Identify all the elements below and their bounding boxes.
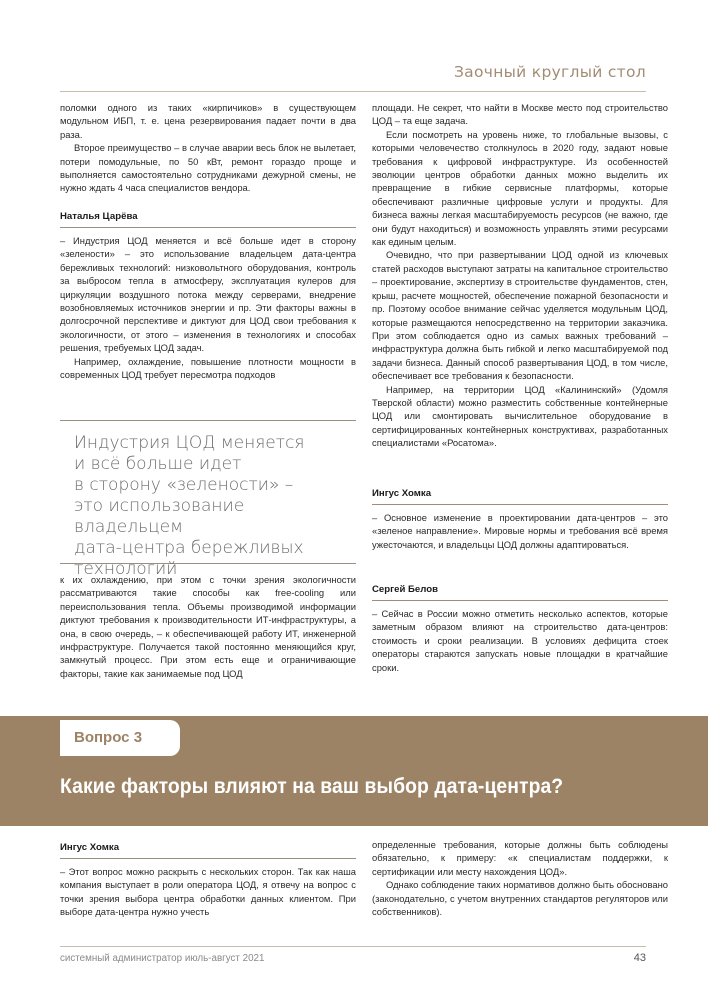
pull-quote-line: и всё больше идет — [74, 454, 242, 474]
page-number: 43 — [633, 952, 646, 964]
pull-quote-line: это использование владельцем — [74, 496, 245, 537]
paragraph: площади. Не секрет, что найти в Москве место под строительство ЦОД – та еще задача. — [372, 102, 668, 127]
pull-quote — [60, 420, 356, 579]
footer-divider — [60, 946, 646, 947]
speaker-name: Ингус Хомка — [60, 842, 356, 859]
left-column-speaker-block — [60, 211, 356, 381]
left-column-bottom — [60, 573, 356, 680]
paragraph: Очевидно, что при развертывании ЦОД одной из ключевых статей расходов выступают затраты на капитальное строительство – проектирование, экспертизу в строительстве фундаментов, стен, крыш, расчете мощностей, обеспечение пожарной безопасности и пр. Поэтому особое внимание сейчас уделяется модульным ЦОД, которые размещаются непосредственно на территории заказчика. При этом соблюдается одно из самых важных требований – инфраструктура должна быть гибкой и легко масштабируемой под задачи бизнеса. Данный способ развертывания ЦОД, в том числе, обеспечивает все требования к безопасности. — [372, 249, 668, 382]
speaker-name: Ингус Хомка — [372, 488, 668, 505]
footer-info — [60, 953, 264, 964]
question-heading: Какие факторы влияют на ваш выбор дата-центра? — [60, 775, 564, 798]
paragraph: определенные требования, которые должны быть соблюдены обязательно, к примеру: «к специалистам поддержки, к сертификации или месту нахождения ЦОД». — [372, 839, 668, 877]
paragraph: к их охлаждению, при этом с точки зрения экологичности рассматриваются такие способы как free-cooling или переиспользования тепла. Объемы производимой информации диктуют требования к производительности ИТ-инфраструктуры, а она, в свою очередь, – к обеспечивающей работу ИТ, инженерной инфраструктуре. Получается такой постоянно меняющийся круг, замкнутый процесс. При этом есть еще и ограничивающие факторы, такие как занимаемые под ЦОД — [60, 574, 356, 679]
bottom-right-column — [372, 838, 668, 918]
header-divider — [60, 91, 646, 92]
paragraph: – Этот вопрос можно раскрыть с нескольких сторон. Так как наша компания выступает в роли оператора ЦОД, я отвечу на вопрос с точки зрения выбора центра обработки данных клиентом. При выборе дата-центра нужно учесть — [60, 866, 356, 918]
right-column-speaker-belov — [372, 584, 668, 674]
paragraph: Если посмотреть на уровень ниже, то глобальные вызовы, с которыми человечество столкнулось в 2020 году, задают новые требования к цифровой инфраструктуре. Из особенностей эволюции центров обработки данных можно выделить их превращение в гибкие сервисные платформы, которые обеспечивают различные цифровые услуги и продукты. Для бизнеса важны легкая масштабируемость ресурсов (не важно, где они будут находиться) и возможность управлять этими ресурсами как единым целым. — [372, 128, 668, 248]
paragraph: Однако соблюдение таких нормативов должно быть обосновано (законодательно, с учетом внутренних стандартов регуляторов или собственников). — [372, 879, 668, 918]
right-column-top — [372, 101, 668, 450]
speaker-name: Сергей Белов — [372, 584, 668, 601]
right-column-speaker-khomka — [372, 488, 668, 551]
paragraph: Например, на территории ЦОД «Калининский» (Удомля Тверской области) можно разместить собственные контейнерные ЦОД или смонтировать вычислительное оборудование в сертифицированных контейнерных конструктивах, разработанных специалистами «Росатома». — [372, 383, 668, 449]
question-badge — [60, 720, 180, 756]
pull-quote-line: Индустрия ЦОД меняется — [74, 433, 305, 453]
pull-quote-line: в сторону «зелености» – — [74, 475, 294, 495]
issue-date: июль-август 2021 — [184, 953, 265, 964]
paragraph: Второе преимущество – в случае аварии весь блок не вылетает, потери помодульные, по 50 кВт, ремонт гораздо проще и выполняется самостоятельно сотрудниками дежурной смены, не нужно ждать 4 часа специалистов вендора. — [60, 142, 356, 194]
paragraph: – Основное изменение в проектировании дата-центров – это «зеленое направление». Мировые нормы и требования всё время ужесточаются, и владельцы ЦОД должны адаптироваться. — [372, 512, 668, 550]
paragraph: Например, охлаждение, повышение плотности мощности в современных ЦОД требует пересмотра подходов — [60, 355, 356, 381]
paragraph: поломки одного из таких «кирпичиков» в существующем модульном ИБП, т. е. цена резервирования падает почти в два раза. — [60, 102, 356, 140]
left-column-top — [60, 101, 356, 195]
pull-quote-line: технологий — [74, 559, 178, 579]
paragraph: – Сейчас в России можно отметить несколько аспектов, которые заметным образом влияют на строительство дата-центров: стоимость и сроки реализации. В условиях дефицита стоек операторы стараются запускать новые площадки в кратчайшие сроки. — [372, 608, 668, 673]
paragraph: – Индустрия ЦОД меняется и всё больше идет в сторону «зелености» – это использование владельцем дата-центра бережливых технологий: низковольтного оборудования, контроль за выбросом тепла в атмосферу, эксплуатация кулеров для циркуляции воздушного потока между серверами, внедрение возобновляемых источников энергии и пр. Эти факторы важны в долгосрочной перспективе и диктуют для ЦОД свои требования к экологичности, от этого – изменения в технологиях и способах решения, требуемых ЦОД задач. — [60, 235, 356, 354]
magazine-name: системный администратор — [60, 953, 183, 964]
pull-quote-line: дата-центра бережливых — [74, 538, 304, 558]
question-label: Вопрос 3 — [74, 729, 143, 746]
section-title: Заочный круглый стол — [453, 63, 646, 81]
speaker-name: Наталья Царёва — [60, 211, 356, 228]
bottom-left-column — [60, 842, 356, 919]
